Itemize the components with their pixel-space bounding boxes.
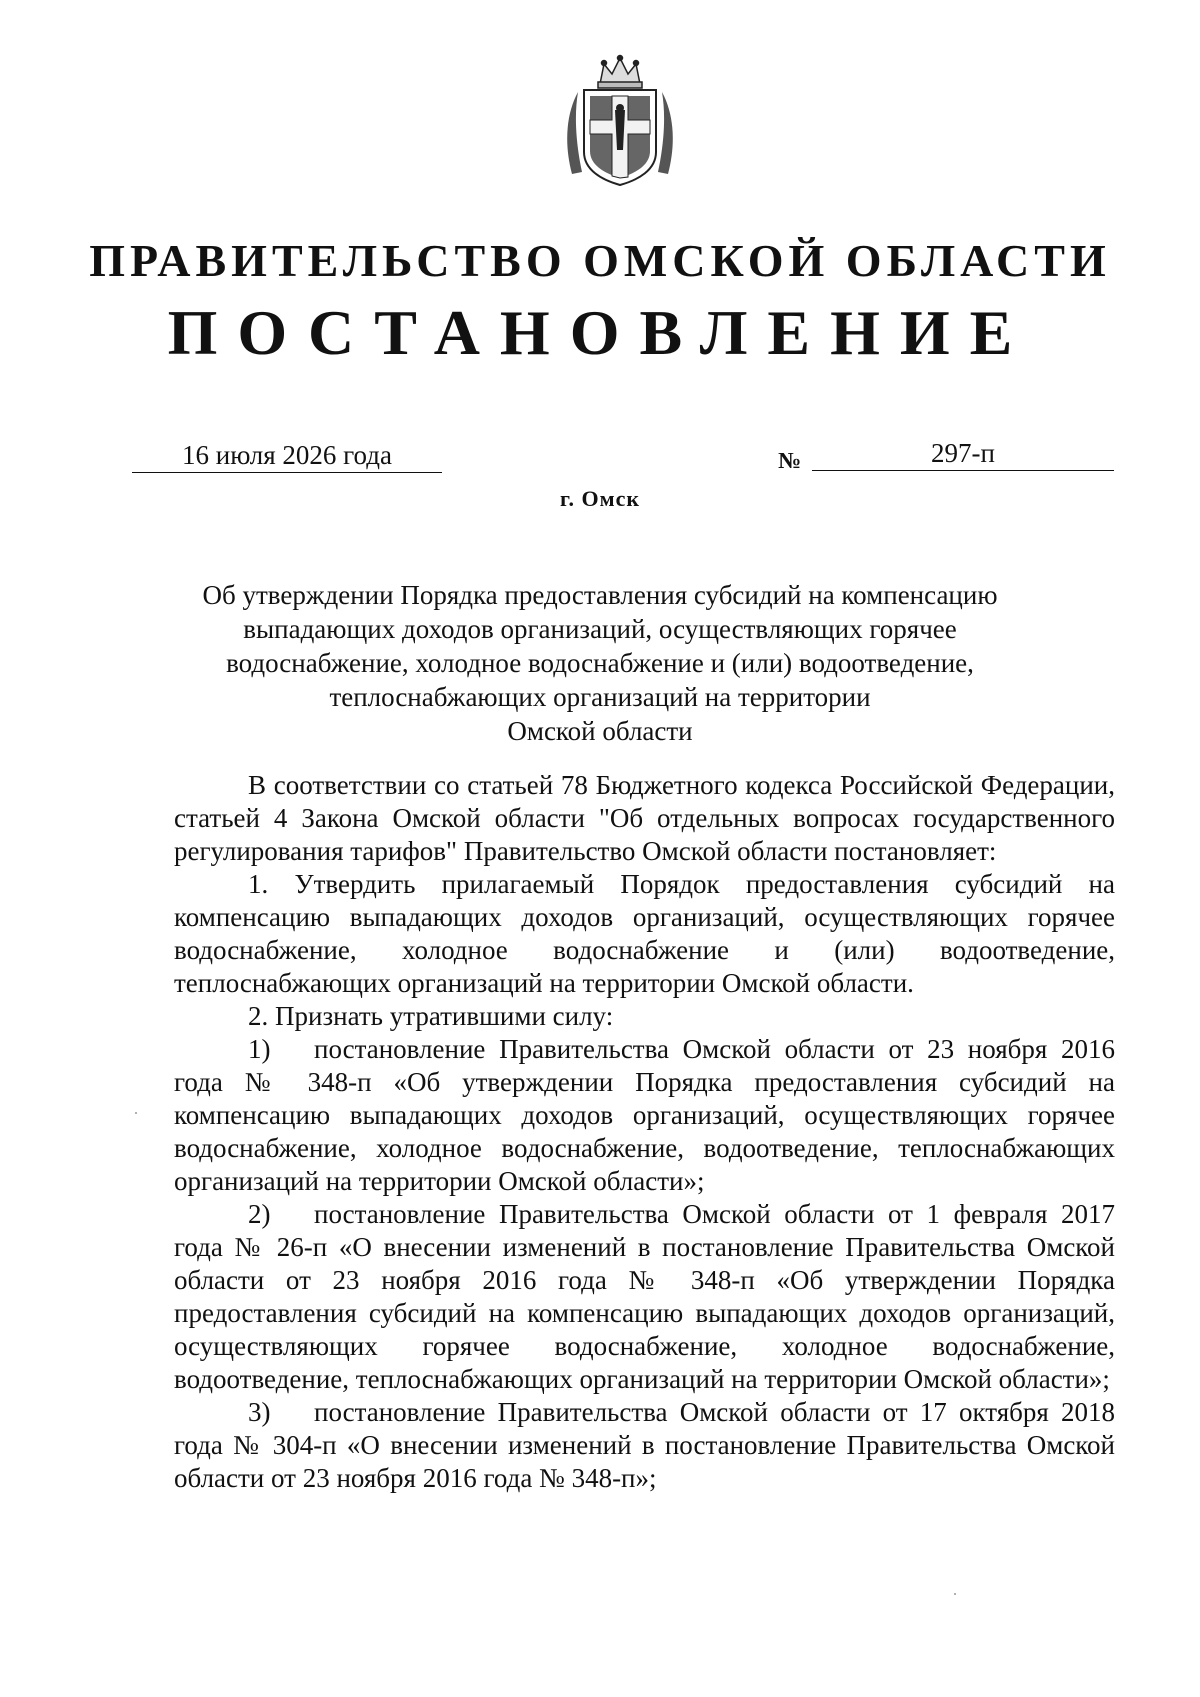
subitem-marker: 3) (248, 1397, 271, 1427)
coat-of-arms-emblem (560, 54, 680, 189)
point-2-paragraph: 2. Признать утратившими силу: (248, 1001, 614, 1031)
scan-speck (954, 1593, 956, 1595)
preamble-paragraph: В соответствии со статьей 78 Бюджетного кодекса Российской Федерации, статьей 4 Закона Омской области "Об отдельных вопросах государственного регулирования тарифов" Правительство Омской области постановляет: (174, 770, 1115, 866)
document-title (140, 578, 1060, 748)
subitem-paragraph (174, 1198, 1115, 1396)
title-line: Об утверждении Порядка предоставления субсидий на компенсацию (202, 580, 998, 610)
subitem-text: постановление Правительства Омской области от 1 февраля 2017 года № 26-п «О внесении изменений в постановление Правительства Омской области от 23 ноября 2016 года № 348-п «Об утверждении Порядка предоставления субсидий на компенсацию выпадающих доходов организаций, осуществляющих горячее водоснабжение, холодное водоснабжение, водоотведение, теплоснабжающих организаций на территории Омской области»; (174, 1199, 1115, 1394)
subitem-paragraph (174, 1396, 1115, 1495)
subitem-paragraph (174, 1033, 1115, 1198)
subitem-marker: 1) (248, 1034, 271, 1064)
document-number: 297-п (812, 436, 1114, 471)
number-sign: № (778, 448, 802, 473)
scan-speck (135, 1112, 137, 1114)
title-line: теплоснабжающих организаций на территории (329, 682, 871, 712)
document-date: 16 июля 2026 года (132, 438, 442, 473)
title-line: Омской области (507, 716, 693, 746)
title-line: водоснабжение, холодное водоснабжение и (или) водоотведение, (226, 648, 974, 678)
subitem-marker: 2) (248, 1199, 271, 1229)
document-type-heading: ПОСТАНОВЛЕНИЕ (167, 297, 1033, 368)
title-line: выпадающих доходов организаций, осуществляющих горячее (243, 614, 957, 644)
document-body (174, 769, 1115, 1495)
subitem-text: постановление Правительства Омской области от 17 октября 2018 года № 304-п «О внесении изменений в постановление Правительства Омской области от 23 ноября 2016 года № 348-п»; (174, 1397, 1115, 1493)
city-label: г. Омск (559, 486, 641, 511)
point-1-paragraph: 1. Утвердить прилагаемый Порядок предоставления субсидий на компенсацию выпадающих доходов организаций, осуществляющих горячее водоснабжение, холодное водоснабжение и (или) водоотведение, теплоснабжающих организаций на территории Омской области. (174, 869, 1115, 998)
subitem-text: постановление Правительства Омской области от 23 ноября 2016 года № 348-п «Об утверждении Порядка предоставления субсидий на компенсацию выпадающих доходов организаций, осуществляющих горячее водоснабжение, холодное водоснабжение, водоотведение, теплоснабжающих организаций на территории Омской области»; (174, 1034, 1115, 1196)
organization-heading: ПРАВИТЕЛЬСТВО ОМСКОЙ ОБЛАСТИ (89, 235, 1111, 286)
